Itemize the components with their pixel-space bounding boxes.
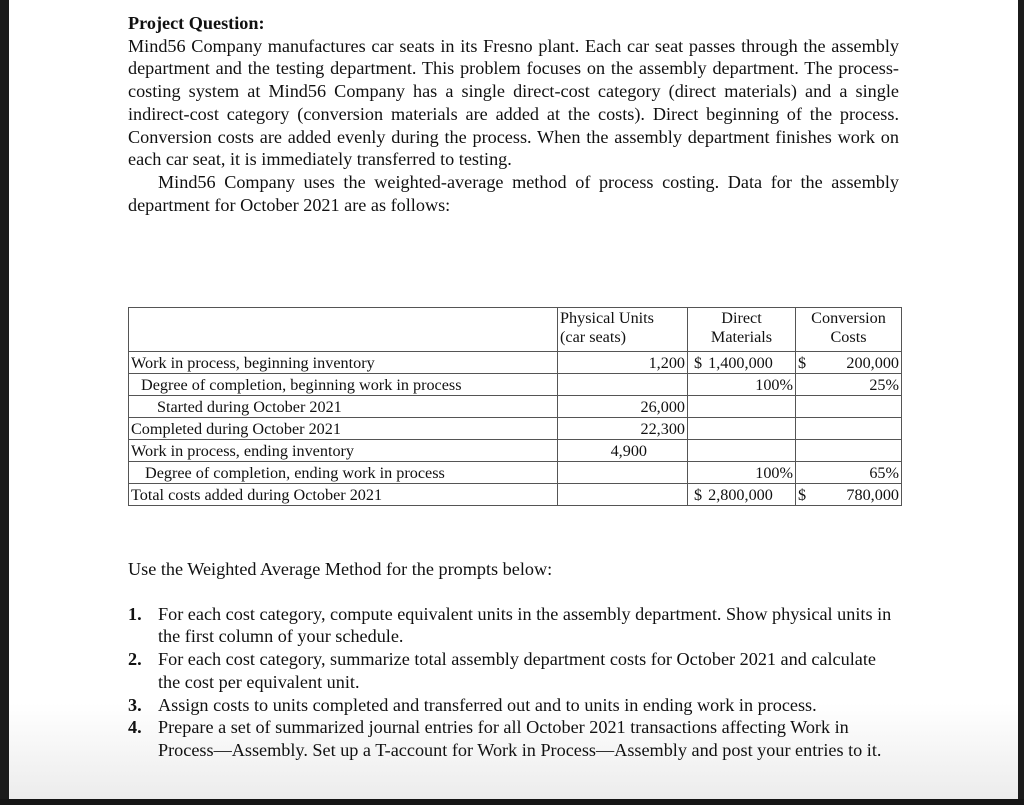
- prompt-number: 3.: [128, 694, 142, 715]
- conversion-costs-value: 780,000: [846, 486, 899, 504]
- prompt-number: 2.: [128, 649, 142, 670]
- conversion-costs-cell: [796, 396, 902, 418]
- table-row: [129, 462, 902, 484]
- row-label: Started during October 2021: [129, 396, 558, 418]
- prompts-list: [128, 603, 899, 762]
- direct-materials-cell: [688, 396, 796, 418]
- currency-sign: $: [798, 354, 807, 372]
- header-direct-materials: [688, 308, 796, 352]
- header-conversion-costs: [796, 308, 902, 352]
- conversion-costs-cell: [796, 440, 902, 462]
- prompt-number: 1.: [128, 603, 142, 624]
- row-label: Work in process, beginning inventory: [129, 352, 558, 374]
- prompt-text: For each cost category, summarize total assembly department costs for October 2021 and calculate the cost per equivalent unit.: [158, 649, 876, 692]
- prompt-text: Assign costs to units completed and transferred out and to units in ending work in process.: [158, 694, 817, 715]
- direct-materials-cell: [688, 418, 796, 440]
- table-header-row: [129, 308, 902, 352]
- bottom-bar: [0, 799, 1024, 805]
- conversion-costs-cell: 25%: [796, 374, 902, 396]
- table-row: [129, 418, 902, 440]
- conversion-costs-cell: 65%: [796, 462, 902, 484]
- direct-materials-cell: 100%: [688, 374, 796, 396]
- direct-materials-cell: [688, 352, 796, 374]
- physical-units-cell: 1,200: [558, 352, 688, 374]
- header-physical-units-line1: Physical Units: [560, 309, 654, 327]
- prompts-section: [128, 558, 899, 762]
- physical-units-cell: [558, 462, 688, 484]
- direct-materials-cell: [688, 484, 796, 506]
- physical-units-cell: [558, 484, 688, 506]
- row-label: Completed during October 2021: [129, 418, 558, 440]
- physical-units-cell: 22,300: [558, 418, 688, 440]
- physical-units-cell: [558, 374, 688, 396]
- currency-sign: $: [694, 354, 703, 372]
- conversion-costs-cell: [796, 418, 902, 440]
- header-direct-materials-line1: Direct: [721, 309, 762, 327]
- assembly-data-table: [128, 307, 902, 506]
- project-question-title: Project Question:: [128, 13, 265, 33]
- prompts-lead: Use the Weighted Average Method for the prompts below:: [128, 559, 553, 579]
- header-conversion-costs-line1: Conversion: [811, 309, 886, 327]
- header-blank: [129, 308, 558, 352]
- prompt-number: 4.: [128, 717, 142, 738]
- row-label: Degree of completion, ending work in process: [129, 462, 558, 484]
- direct-materials-value: 1,400,000: [708, 354, 773, 372]
- row-label: Degree of completion, beginning work in process: [129, 374, 558, 396]
- table-row: [129, 374, 902, 396]
- header-direct-materials-line2: Materials: [710, 328, 773, 346]
- row-label: Work in process, ending inventory: [129, 440, 558, 462]
- table-row: [129, 352, 902, 374]
- direct-materials-value: 2,800,000: [708, 486, 773, 504]
- row-label: Total costs added during October 2021: [129, 484, 558, 506]
- physical-units-cell: 26,000: [558, 396, 688, 418]
- intro-paragraph: Mind56 Company manufactures car seats in its Fresno plant. Each car seat passes through the assembly department and the testing department. This problem focuses on the assembly department. The process-costing system at Mind56 Company has a single direct-cost category (direct materials) and a single indirect-cost category (conversion materials are added at the costs). Direct beginning of the process. Conversion costs are added evenly during the process. When the assembly department finishes work on each car seat, it is immediately transferred to testing.: [128, 35, 899, 170]
- problem-text: [128, 12, 899, 216]
- direct-materials-cell: [688, 440, 796, 462]
- header-conversion-costs-line2: Costs: [830, 328, 867, 346]
- table-row: [129, 396, 902, 418]
- prompt-item: [128, 648, 899, 693]
- physical-units-cell: 4,900: [558, 440, 688, 462]
- prompt-item: [128, 603, 899, 648]
- prompt-item: [128, 694, 899, 717]
- table-row: [129, 440, 902, 462]
- conversion-costs-value: 200,000: [846, 354, 899, 372]
- conversion-costs-cell: [796, 484, 902, 506]
- currency-sign: $: [798, 486, 807, 504]
- prompt-text: For each cost category, compute equivalent units in the assembly department. Show physical units in the first column of your schedule.: [158, 603, 892, 647]
- method-paragraph: Mind56 Company uses the weighted-average method of process costing. Data for the assembly department for October 2021 are as follows:: [128, 171, 899, 215]
- header-physical-units-line2: (car seats): [560, 328, 627, 346]
- table-row: [129, 484, 902, 506]
- prompt-item: [128, 716, 899, 761]
- conversion-costs-cell: [796, 352, 902, 374]
- prompt-text: Prepare a set of summarized journal entries for all October 2021 transactions affecting Work in Process—Assembly. Set up a T-account for Work in Process—Assembly and post your entries to it.: [158, 717, 882, 760]
- direct-materials-cell: 100%: [688, 462, 796, 484]
- header-physical-units: [558, 308, 688, 352]
- currency-sign: $: [694, 486, 703, 504]
